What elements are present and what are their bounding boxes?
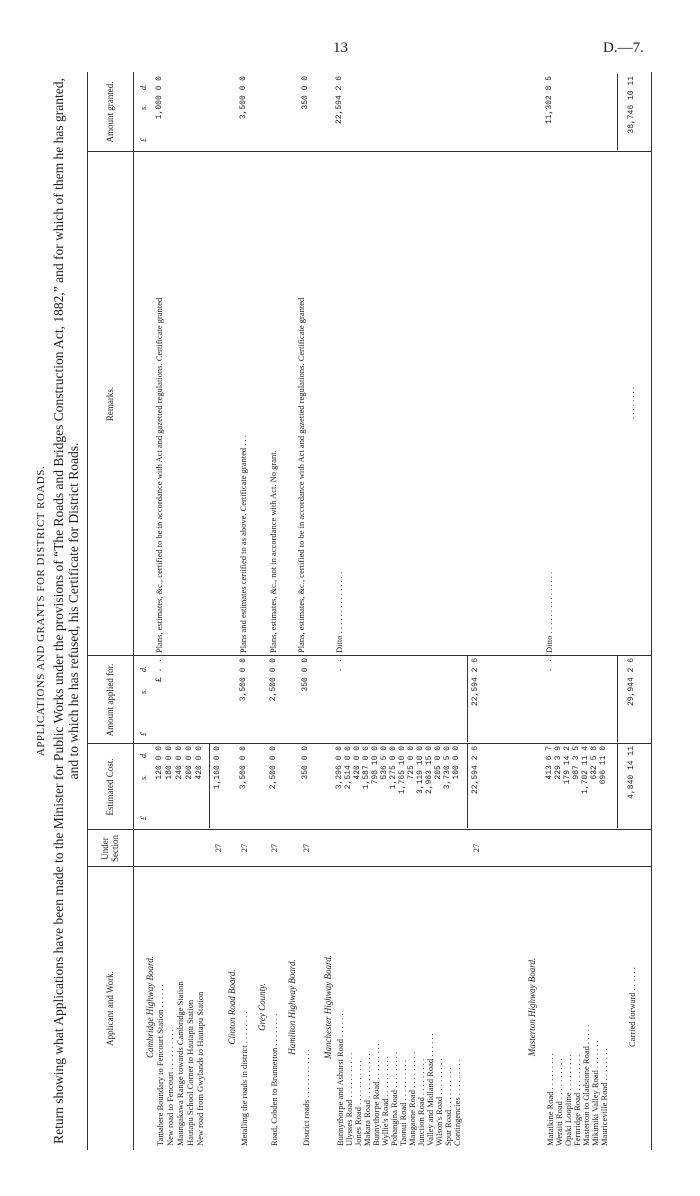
- estimated-total: 1,160 0 0: [213, 746, 222, 790]
- work-cell: Opaki Loopline . . . . . . . . .: [563, 1054, 573, 1146]
- carried-forward-granted: 38,746 10 11: [627, 76, 636, 134]
- col-divider: [87, 866, 652, 867]
- col-divider: [87, 655, 652, 656]
- estimated-cell: 420 0 0: [195, 746, 204, 780]
- granted-cell: 3,500 0 0: [239, 76, 248, 120]
- table-top-rule: [87, 72, 88, 1150]
- work-cell: Mauriceville Road . . . . . . . .: [599, 1048, 609, 1146]
- work-cell: Contingencies . . . . . . . . .: [452, 1059, 462, 1146]
- estimated-cell: 987 3 5: [572, 746, 581, 780]
- unit-shillings: s.: [139, 774, 148, 780]
- header-bottom-rule: [133, 72, 134, 1150]
- group-heading: Masterton Highway Board.: [527, 957, 537, 1057]
- applied-cell: 3,500 0 0: [239, 658, 248, 702]
- col-divider: [87, 829, 652, 830]
- header-granted: Amount granted.: [105, 81, 115, 143]
- work-cell: Bunnythorpe Road . . . . . . . . .: [371, 1043, 381, 1146]
- estimated-cell: 3,500 0 0: [239, 746, 248, 790]
- unit-pounds: £: [139, 732, 148, 736]
- work-cell: Valley and Midland Road . . . . . .: [425, 1033, 435, 1146]
- work-cell: Makara Road . . . . . . . . . . .: [362, 1053, 372, 1146]
- header-applied: Amount applied for.: [105, 663, 115, 737]
- estimated-cell: 798 10 0: [371, 746, 380, 785]
- work-cell: Spur Road . . . . . . . . . .: [443, 1067, 453, 1146]
- work-cell: Mikimiki Valley Road . . . . . . .: [590, 1040, 600, 1146]
- applied-cell: 2,500 0 0: [269, 658, 278, 702]
- estimated-cell: 632 5 8: [590, 746, 599, 780]
- group-heading: Manchester Highway Board.: [323, 955, 333, 1059]
- work-cell: Tamahere Boundary to Fencourt Station . . . . . .: [155, 984, 165, 1146]
- granted-cell: 350 0 0: [301, 76, 310, 110]
- work-cell: Pohangina Road . . . . . . . . .: [389, 1051, 399, 1146]
- group-heading: Cambridge Highway Board.: [145, 956, 155, 1058]
- estimated-cell: 413 6 7: [545, 746, 554, 780]
- table-bottom-rule: [651, 72, 652, 1150]
- estimated-cell: 725 0 0: [407, 746, 416, 780]
- applied-cell: . .: [545, 658, 554, 673]
- work-cell: New road from Gwylands to Hautapu Station: [195, 991, 205, 1146]
- document-title: APPLICATIONS AND GRANTS FOR DISTRICT ROADS.: [35, 465, 47, 757]
- section-cell: 27: [471, 843, 481, 853]
- estimated-cell: 2,983 15 0: [425, 746, 434, 795]
- estimated-total: 22,594 2 6: [471, 746, 480, 795]
- estimated-cell: 3,296 0 0: [335, 746, 344, 790]
- estimated-cell: 696 11 0: [599, 746, 608, 785]
- section-cell: 27: [213, 843, 223, 853]
- unit-pounds: £: [139, 816, 148, 820]
- estimated-cell: 536 5 0: [380, 746, 389, 780]
- applied-cell: £ . .: [155, 658, 164, 683]
- estimated-cell: 2,514 0 0: [344, 746, 353, 790]
- work-cell: Jones Road . . . . . . . . . . .: [353, 1060, 363, 1146]
- granted-cell: 22,594 2 6: [335, 76, 344, 125]
- subtotal-rule: [467, 744, 468, 828]
- work-cell: Ulysses Road . . . . . . . . . . .: [344, 1052, 354, 1146]
- estimated-cell: 100 0 0: [452, 746, 461, 780]
- remarks-cell: Ditto . . . . . . . . . . . . . . .: [334, 571, 344, 653]
- work-cell: District roads . . . . . . . . . . . .: [301, 1048, 311, 1146]
- work-cell: Junction Road . . . . . . . . .: [416, 1058, 426, 1146]
- group-heading: Hamilton Highway Board.: [287, 959, 297, 1055]
- col-divider: [87, 151, 652, 152]
- work-cell: Fernridge Road . . . . . . . . .: [572, 1054, 582, 1146]
- estimated-cell: 1,765 10 0: [398, 746, 407, 795]
- unit-shillings: s.: [139, 688, 148, 694]
- granted-cell: 1,000 0 0: [155, 76, 164, 120]
- work-cell: New road to Fencourt . . . . . . . . . .: [165, 1029, 175, 1146]
- carried-forward-applied: 29,944 2 6: [627, 658, 636, 707]
- estimated-cell: 200 0 0: [185, 746, 194, 780]
- applied-cell: . .: [335, 658, 344, 673]
- estimated-cell: 179 14 2: [563, 746, 572, 785]
- group-heading: Grey County.: [257, 983, 267, 1031]
- estimated-cell: 205 0 0: [434, 746, 443, 780]
- remarks-cell: Plans, estimates, &c., certified to be in accordance with Act and gazetted regulations. Certificate granted: [296, 297, 306, 653]
- document-subtitle: Return showing what Applications have been made to the Minister for Public Works under the provisions of “The Roads and Bridges Construction Act, 1882,” and for which of them he has granted, and to which he has refused, his Certificate for District Roads.: [51, 78, 81, 1144]
- rotated-table-page: [35, 72, 665, 1150]
- remarks-cell: Ditto . . . . . . . . . . . . . . .: [544, 571, 554, 653]
- work-cell: Metalling the roads in district . . . . . . . .: [239, 1011, 249, 1146]
- unit-shillings: s.: [139, 104, 148, 110]
- document-reference: D.—7.: [603, 40, 644, 56]
- section-cell: 27: [301, 843, 311, 853]
- applied-cell: 350 0 0: [301, 658, 310, 692]
- subtotal-rule: [209, 744, 210, 828]
- estimated-cell: 350 0 0: [301, 746, 310, 780]
- unit-pounds: £: [139, 138, 148, 142]
- carried-forward-label: Carried forward . . . . . .: [627, 967, 637, 1048]
- granted-cell: 11,302 8 5: [545, 76, 554, 125]
- carried-forward-estimated: 4,840 14 11: [627, 746, 636, 799]
- section-cell: 27: [269, 843, 279, 853]
- estimated-cell: 3,119 10 0: [416, 746, 425, 795]
- work-cell: Masterton to Gladstone Road . . . . .: [581, 1024, 591, 1146]
- work-cell: Weraiti Road . . . . . . . . . .: [554, 1058, 564, 1146]
- unit-pence: d.: [139, 666, 148, 672]
- subtotal-rule: [617, 656, 618, 742]
- work-cell: Taonui Road . . . . . . . . . .: [398, 1059, 408, 1146]
- col-divider: [87, 743, 652, 744]
- work-cell: Hautapu School Corner to Hautapu Station: [185, 999, 195, 1146]
- unit-pence: d.: [139, 84, 148, 90]
- applied-total: 22,594 2 6: [471, 658, 480, 707]
- work-cell: Mangaone Road . . . . . . . . .: [407, 1051, 417, 1146]
- estimated-cell: 1,587 0 6: [362, 746, 371, 790]
- estimated-cell: 240 0 0: [175, 746, 184, 780]
- unit-pence: d.: [139, 752, 148, 758]
- estimated-cell: 3,730 5 0: [443, 746, 452, 790]
- subtotal-rule: [467, 656, 468, 742]
- work-cell: Maungakawa Range towards Cambridge Station: [175, 981, 185, 1146]
- estimated-cell: 1,702 11 4: [581, 746, 590, 795]
- estimated-cell: 120 0 0: [155, 746, 164, 780]
- header-section: Under Section: [100, 835, 120, 862]
- work-cell: Bunnythorpe and Ashurst Road . . . . . .: [335, 1013, 345, 1146]
- estimated-cell: 2,500 0 0: [269, 746, 278, 790]
- header-remarks: Remarks.: [105, 386, 115, 422]
- estimated-cell: 180 0 0: [165, 746, 174, 780]
- page-number: 13: [333, 40, 348, 56]
- grants-table: [87, 72, 652, 1150]
- remarks-cell: Plans, estimates, &c., not in accordance with Act. No grant.: [268, 450, 278, 653]
- subtotal-rule: [617, 744, 618, 828]
- group-heading: Clinton Road Board.: [227, 969, 237, 1045]
- estimated-cell: 1,275 0 0: [389, 746, 398, 790]
- remarks-cell: Plans and estimates certified to as above. Certificate granted . . .: [238, 435, 248, 653]
- subtotal-rule: [617, 74, 618, 150]
- work-cell: Wilson's Road . . . . . . . . .: [434, 1058, 444, 1146]
- header-estimated: Estimated Cost.: [105, 758, 115, 816]
- remarks-cell: Plans, estimates, &c., certified to be in accordance with Act and gazetted regulations. Certificate granted: [154, 297, 164, 653]
- estimated-cell: 420 0 0: [353, 746, 362, 780]
- header-applicant: Applicant and Work.: [105, 971, 115, 1046]
- section-cell: 27: [239, 843, 249, 853]
- work-cell: Road, Cobden to Brunnerton . . . . . . . .: [269, 1013, 279, 1146]
- work-cell: Wyllie's Road . . . . . . . . . .: [380, 1055, 390, 1146]
- carried-forward-remarks: . . . . . . . .: [626, 387, 636, 419]
- work-cell: Mataikine Road . . . . . . . . .: [545, 1053, 555, 1146]
- estimated-cell: 229 3 9: [554, 746, 563, 780]
